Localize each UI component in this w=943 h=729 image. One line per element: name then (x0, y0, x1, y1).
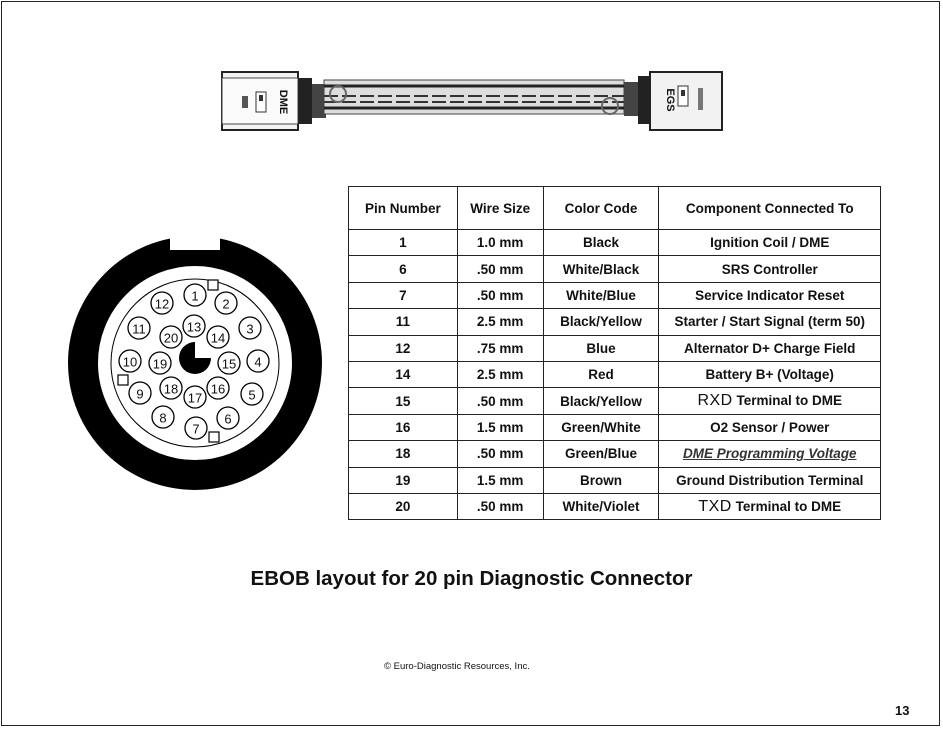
table-row (349, 309, 881, 335)
color-code-cell: Green/White (543, 414, 659, 440)
table-row (349, 441, 881, 467)
pin-number-label: 4 (254, 354, 262, 370)
component-cell: Ground Distribution Terminal (659, 467, 881, 493)
connector-pin-3 (239, 317, 261, 339)
header-pin-number: Pin Number (349, 187, 458, 230)
color-code-cell: Green/Blue (543, 441, 659, 467)
pin-cell: 18 (349, 441, 458, 467)
connector-pin-4 (247, 350, 269, 372)
component-text: Terminal to DME (735, 498, 842, 514)
pin-number-label: 10 (122, 354, 138, 370)
connector-pin-5 (241, 383, 263, 405)
rxd-signal-label: RXD (697, 392, 733, 410)
copyright-notice: © Euro-Diagnostic Resources, Inc. (384, 661, 530, 672)
pin-cell: 7 (349, 282, 458, 308)
pin-number-label: 8 (159, 410, 167, 426)
wire-size-cell: 1.5 mm (457, 467, 543, 493)
color-code-cell: Black/Yellow (543, 388, 659, 414)
connector-pin-11 (128, 317, 150, 339)
figure-caption: EBOB layout for 20 pin Diagnostic Connector (250, 567, 693, 590)
component-cell: SRS Controller (659, 256, 881, 282)
wire-size-cell: .50 mm (457, 441, 543, 467)
pin-cell: 14 (349, 361, 458, 387)
ribbon-cable (324, 80, 624, 114)
connector-pin-19 (149, 352, 171, 374)
header-wire-size: Wire Size (457, 187, 543, 230)
left-plug-label: DME (277, 89, 289, 115)
pin-cell: 20 (349, 493, 458, 519)
table-header-row (349, 187, 881, 230)
table-row (349, 282, 881, 308)
wire-size-cell: .50 mm (457, 282, 543, 308)
wire-size-cell: 2.5 mm (457, 309, 543, 335)
page-number: 13 (895, 703, 910, 718)
connector-pin-7 (185, 417, 207, 439)
component-cell (659, 493, 881, 519)
pin-number-label: 1 (191, 288, 199, 304)
table-row (349, 467, 881, 493)
connector-pin-14 (207, 326, 229, 348)
pin-number-label: 17 (187, 390, 203, 406)
color-code-cell: White/Blue (543, 282, 659, 308)
component-cell: O2 Sensor / Power (659, 414, 881, 440)
table-row (349, 361, 881, 387)
color-code-cell: Black/Yellow (543, 309, 659, 335)
pin-number-label: 19 (152, 356, 168, 372)
pin-cell: 15 (349, 388, 458, 414)
component-cell: Starter / Start Signal (term 50) (659, 309, 881, 335)
wire-size-cell: .50 mm (457, 388, 543, 414)
connector-pin-8 (152, 406, 174, 428)
pin-number-label: 18 (163, 381, 179, 397)
connector-pin-1 (184, 284, 206, 306)
table-row (349, 388, 881, 414)
color-code-cell: Blue (543, 335, 659, 361)
pin-number-label: 6 (224, 411, 232, 427)
connector-pin-20 (160, 326, 182, 348)
pin-number-label: 13 (186, 319, 202, 335)
component-cell (659, 441, 881, 467)
pin-number-label: 16 (210, 381, 226, 397)
wire-size-cell: .75 mm (457, 335, 543, 361)
component-cell: Battery B+ (Voltage) (659, 361, 881, 387)
color-code-cell: White/Black (543, 256, 659, 282)
pin-number-label: 20 (163, 330, 179, 346)
connector-pin-16 (207, 377, 229, 399)
pin-number-label: 7 (192, 421, 200, 437)
connector-pin-18 (160, 377, 182, 399)
pin-number-label: 5 (248, 387, 256, 403)
table-row (349, 414, 881, 440)
pin-cell: 16 (349, 414, 458, 440)
color-code-cell: Black (543, 230, 659, 256)
wire-size-cell: 1.0 mm (457, 230, 543, 256)
pin-cell: 19 (349, 467, 458, 493)
connector-pin-9 (129, 382, 151, 404)
table-row (349, 335, 881, 361)
wire-size-cell: .50 mm (457, 493, 543, 519)
component-cell: Ignition Coil / DME (659, 230, 881, 256)
connector-pin-10 (119, 350, 141, 372)
component-cell: Alternator D+ Charge Field (659, 335, 881, 361)
table-row (349, 493, 881, 519)
table-row (349, 230, 881, 256)
header-component: Component Connected To (659, 187, 881, 230)
pin-number-label: 2 (222, 296, 230, 312)
wire-size-cell: 1.5 mm (457, 414, 543, 440)
component-text: Terminal to DME (736, 393, 842, 409)
wire-size-cell: 2.5 mm (457, 361, 543, 387)
connector-face-diagram (66, 232, 324, 494)
pin-table (348, 186, 881, 520)
component-cell (659, 388, 881, 414)
header-color-code: Color Code (543, 187, 659, 230)
connector-pin-12 (151, 292, 173, 314)
color-code-cell: Red (543, 361, 659, 387)
pin-cell: 6 (349, 256, 458, 282)
component-cell: Service Indicator Reset (659, 282, 881, 308)
txd-signal-label: TXD (698, 497, 732, 515)
right-plug-label: EGS (664, 88, 676, 112)
cable-illustration (220, 70, 725, 132)
pin-cell: 1 (349, 230, 458, 256)
pin-number-label: 14 (210, 330, 226, 346)
pin-number-label: 3 (246, 321, 254, 337)
pin-number-label: 9 (136, 386, 144, 402)
color-code-cell: White/Violet (543, 493, 659, 519)
connector-pin-17 (184, 386, 206, 408)
color-code-cell: Brown (543, 467, 659, 493)
connector-pin-15 (218, 352, 240, 374)
left-plug (222, 72, 326, 130)
table-row (349, 256, 881, 282)
pin-number-label: 15 (221, 356, 237, 372)
right-plug (624, 72, 722, 130)
connector-pin-2 (215, 292, 237, 314)
wire-size-cell: .50 mm (457, 256, 543, 282)
pin-cell: 11 (349, 309, 458, 335)
connector-pin-6 (217, 407, 239, 429)
pin-number-label: 12 (154, 296, 170, 312)
pin-number-label: 11 (132, 321, 146, 337)
programming-voltage-text: DME Programming Voltage (682, 446, 857, 462)
pin-cell: 12 (349, 335, 458, 361)
connector-pin-13 (183, 315, 205, 337)
